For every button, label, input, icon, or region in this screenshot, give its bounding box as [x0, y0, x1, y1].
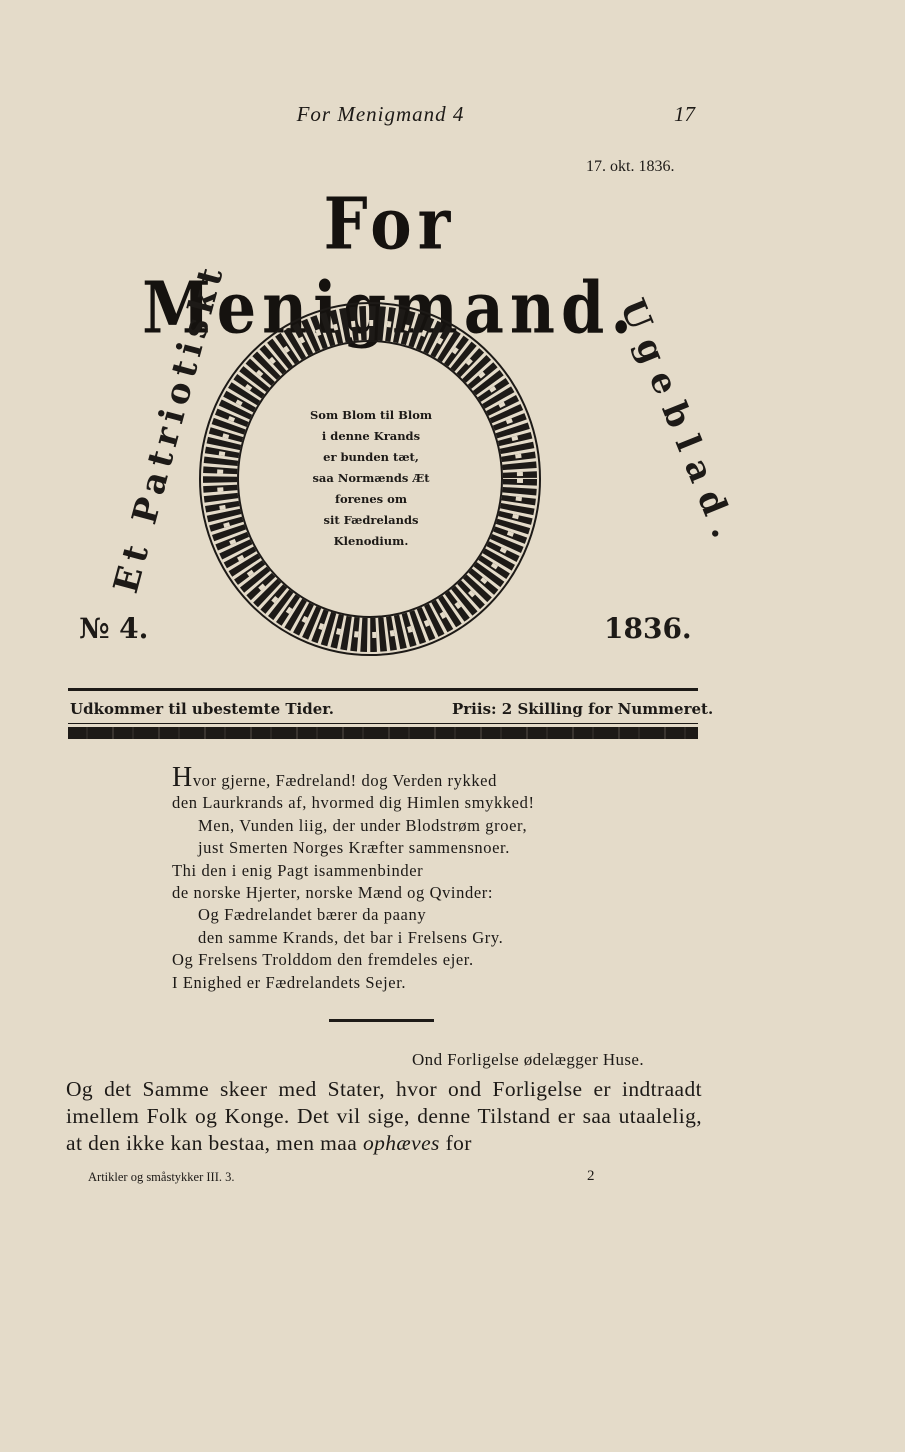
issue-year: 1836.	[604, 612, 692, 645]
imprint-frequency: Udkommer til ubestemte Tider.	[70, 700, 334, 718]
poem-line: Thi den i enig Pagt isammenbinder	[172, 860, 424, 880]
page-number: 17	[674, 102, 695, 126]
motto-line: Klenodium.	[333, 534, 409, 548]
poem-line: Og Frelsens Trolddom den fremdeles ejer.	[172, 950, 474, 970]
footer-source: Artikler og småstykker III. 3.	[88, 1170, 235, 1184]
footer-page-number: 2	[587, 1168, 595, 1184]
section-divider	[329, 1019, 434, 1022]
motto-line: sit Fædrelands	[323, 513, 419, 527]
article-heading: Ond Forligelse ødelægger Huse.	[412, 1050, 645, 1069]
motto-line: er bunden tæt,	[323, 450, 419, 464]
motto-line: saa Normænds Æt	[312, 471, 430, 485]
poem-line: Og Fædrelandet bærer da paany	[198, 905, 427, 925]
poem-line: Hvor gjerne, Fædreland! dog Verden rykked	[172, 762, 497, 793]
issue-date: 17. okt. 1836.	[586, 158, 675, 175]
poem-line: Men, Vunden liig, der under Blodstrøm groer,	[198, 815, 528, 835]
poem-line: de norske Hjerter, norske Mænd og Qvinder:	[172, 883, 494, 903]
drop-cap: H	[172, 762, 193, 793]
motto-line: forenes om	[335, 492, 407, 506]
running-title: For Menigmand 4	[296, 102, 465, 126]
article-body: Og det Samme skeer med Stater, hvor ond Forligelse er indtraadt imellem Folk og Konge. Det vil sige, denne Tilstand er saa utaalelig, at den ikke kan bestaa, men maa ophæves for	[66, 1077, 702, 1155]
bottom-rule-thin	[68, 723, 698, 724]
poem	[172, 762, 652, 994]
left-vertical-subtitle	[76, 258, 233, 605]
poem-line: den Laurkrands af, hvormed dig Himlen smykked!	[172, 793, 535, 813]
motto-line: Som Blom til Blom	[309, 408, 433, 422]
svg-text:Et Patriotiskt: Et Patriotiskt	[106, 258, 233, 598]
top-rule	[68, 688, 698, 691]
motto-line: i denne Krands	[321, 429, 421, 443]
poem-line: I Enighed er Fædrelandets Sejer.	[172, 972, 407, 992]
right-vertical-subtitle	[598, 285, 749, 605]
poem-line: den samme Krands, det bar i Frelsens Gry.	[198, 927, 504, 947]
svg-text:Ugeblad.: Ugeblad.	[611, 293, 749, 555]
italic-word: ophæves	[362, 1131, 440, 1155]
issue-number: № 4.	[79, 612, 149, 645]
masthead-title: For Menigmand.	[142, 182, 638, 350]
wreath-motto	[296, 405, 446, 552]
imprint-price: Priis: 2 Skilling for Nummeret.	[452, 700, 714, 718]
poem-line: just Smerten Norges Kræfter sammensnoer.	[198, 838, 510, 858]
bottom-rule	[68, 727, 698, 739]
